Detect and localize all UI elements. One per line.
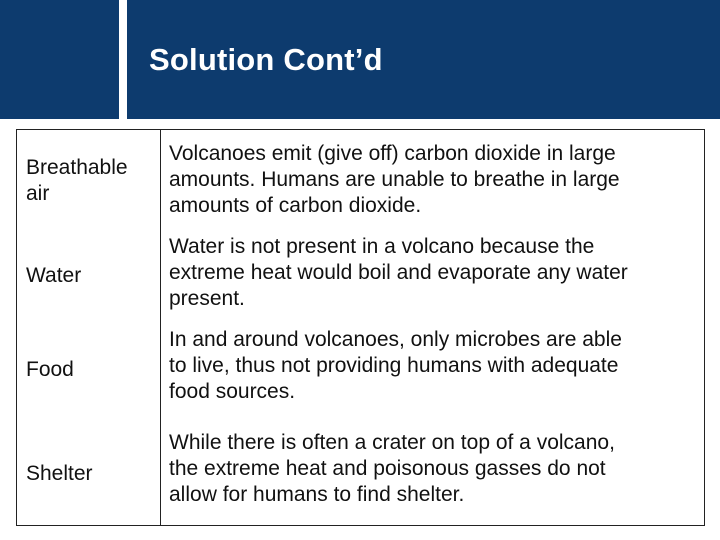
description-line: to live, thus not providing humans with adequate — [169, 354, 619, 377]
row-label-line: Shelter — [26, 462, 93, 485]
description-line: present. — [169, 287, 245, 310]
header-accent-block — [0, 0, 119, 119]
description-line: Volcanoes emit (give off) carbon dioxide in large — [169, 142, 616, 165]
description-line: In and around volcanoes, only microbes are able — [169, 328, 622, 351]
row-description-shelter — [169, 430, 699, 508]
row-description-water — [169, 234, 699, 312]
slide-title: Solution Cont’d — [149, 42, 383, 77]
description-line: amounts of carbon dioxide. — [169, 194, 422, 217]
description-line: amounts. Humans are unable to breathe in large — [169, 168, 620, 191]
row-label-water — [26, 263, 81, 289]
row-label-line: Food — [26, 358, 74, 381]
description-line: allow for humans to find shelter. — [169, 483, 465, 506]
row-label-line: air — [26, 182, 50, 205]
row-label-breathable-air — [26, 155, 128, 207]
description-line: While there is often a crater on top of a volcano, — [169, 431, 615, 454]
row-label-shelter — [26, 461, 93, 487]
description-line: Water is not present in a volcano because the — [169, 235, 595, 258]
row-description-breathable-air — [169, 141, 699, 219]
row-description-food — [169, 327, 699, 405]
row-label-line: Water — [26, 264, 82, 287]
habitability-table — [16, 129, 705, 526]
row-label-line: Breathable — [26, 156, 128, 179]
column-divider — [160, 130, 161, 525]
description-line: food sources. — [169, 380, 296, 403]
row-label-food — [26, 357, 74, 383]
description-line: the extreme heat and poisonous gasses do not — [169, 457, 606, 480]
description-line: extreme heat would boil and evaporate any water — [169, 261, 628, 284]
